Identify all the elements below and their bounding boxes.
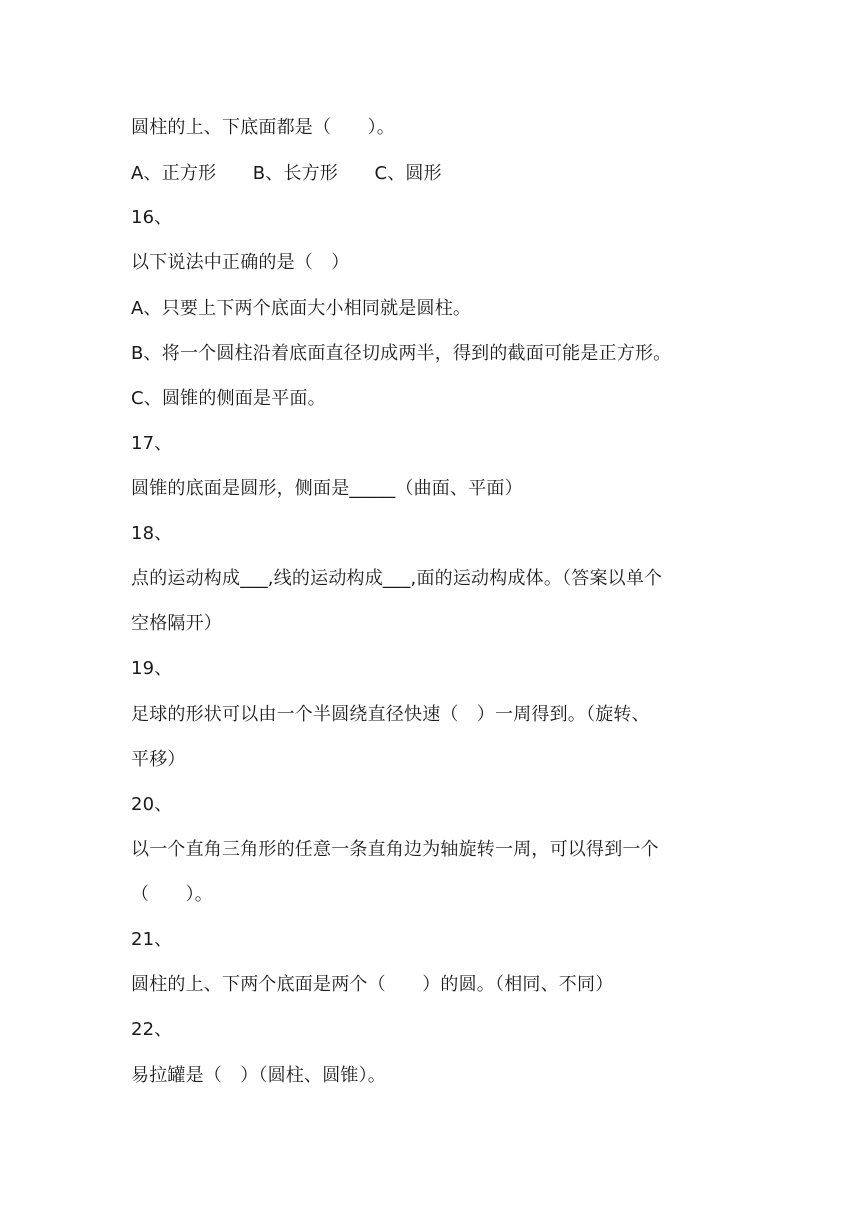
- question-17-number: 17、: [131, 433, 173, 454]
- question-15-text: 圆柱的上、下底面都是（ ）。: [131, 117, 395, 138]
- question-18-number: 18、: [131, 523, 173, 544]
- question-18-text-line-1: 点的运动构成___,线的运动构成___,面的运动构成体。（答案以单个: [131, 568, 663, 589]
- question-17-text: 圆锥的底面是圆形，侧面是_____（曲面、平面）: [131, 478, 523, 499]
- question-16-text: 以下说法中正确的是（ ）: [131, 252, 350, 273]
- question-19-text-line-2: 平移）: [131, 749, 186, 770]
- question-16-option-b: B、将一个圆柱沿着底面直径切成两半，得到的截面可能是正方形。: [131, 343, 672, 364]
- question-22-number: 22、: [131, 1019, 173, 1040]
- question-19-number: 19、: [131, 658, 173, 679]
- question-21-number: 21、: [131, 929, 173, 950]
- question-21-text: 圆柱的上、下两个底面是两个（ ）的圆。（相同、不同）: [131, 974, 614, 995]
- question-19-text-line-1: 足球的形状可以由一个半圆绕直径快速（ ）一周得到。（旋转、: [131, 704, 650, 725]
- question-18-text-line-2: 空格隔开）: [131, 613, 222, 634]
- question-20-number: 20、: [131, 794, 173, 815]
- question-22-text: 易拉罐是（ ）（圆柱、圆锥）。: [131, 1065, 386, 1086]
- question-20-text-line-2: （ ）。: [131, 884, 213, 905]
- question-16-option-a: A、只要上下两个底面大小相同就是圆柱。: [131, 298, 472, 319]
- question-15-options: A、正方形 B、长方形 C、圆形: [131, 163, 442, 184]
- question-20-text-line-1: 以一个直角三角形的任意一条直角边为轴旋转一周，可以得到一个: [131, 839, 659, 860]
- question-16-option-c: C、圆锥的侧面是平面。: [131, 388, 326, 409]
- question-16-number: 16、: [131, 207, 173, 228]
